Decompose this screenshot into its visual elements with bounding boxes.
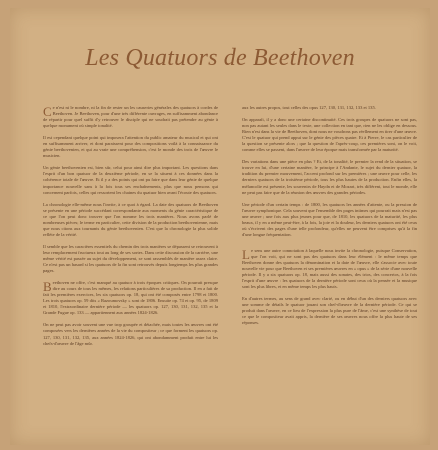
- left-paragraph-2: Il est cependant quelque point qui imposera l'attention du public amateur du musical et qui ont en suffisamment arriver, et dont paraissent pour des compositions voilà à la connaissance du génie beethovenien, et qui au vraie une compréhension, c'est le monde des trois de l'œuvre le musicien.: [43, 135, 218, 159]
- left-paragraph-5: Il semble que les caractères essentiels du chemin des trois manières se dépassent se retrouvent à leur remplacement fructueux tout au long de ses sortes. Dans cette discussion de la carrière, une même vérité est passée au sujet du développement, se sont rassemblés de manière assez claire. Ce n'est pas un hasard si les quatuors de la fin sont retrouvés depuis longtemps les plus grandes pages.: [43, 243, 218, 274]
- right-paragraph-6: En d'autres termes, au sens de grand avec clarté, ou en début d'un des derniers quatuors avec une somme de détails le quatuor jouant son chef-d'œuvre de la dernière période. Ce qui se produit dans l'œuvre, en ce lieu de l'expression la plus pure de l'âme, c'est une synthèse de tout ce que le compositeur avait appris, la dernière de ses œuvres nous offre la plus haute de ses réponses.: [242, 296, 417, 326]
- left-column: [43, 105, 218, 440]
- right-paragraph-5-text: e sens une autre connotation à laquelle nous invite la chronologie, puisque Conservation, que l'on voit, qui ne sont pas des quatuors dans leur élément : le même temps que Beethoven donne des quatuors la dénomination et la date de l'œuvre, elle s'associe avec toute nouvelle vie pour que Beethoven et ses premières œuvres en « opus » de la série d'une nouvelle période. Il y a six quatuors op. 18, mais aussi des sonates, des trios, des concertos, à la fois l'esprit d'une œuvre : les quatuors de la dernière période sont ceux où la pensée et la musique sont les plus libres, et en même temps les plus hauts.: [242, 247, 417, 290]
- left-paragraph-6-text: eethoven ne offre, c'est manqué au quatuor à trois époques critiques. On pourrait presque dire au cours de tous les mêmes, les relations particulières de sa production. Il en a fait de fait les premières exercices, les six quatuors op. 18, qui ont été composés entre 1798 et 1800. Les trois quatuors op. 59 dits « Razoumovsky » sont de 1806. Ensuite op. 74 et op. 95, de 1809 et 1810, l'extraordinaire dernière période — les quatuors op. 127, 130, 131, 132, 135 et la Grande Fugue op. 133 — appartiennent aux années 1824-1826.: [43, 280, 218, 316]
- left-paragraph-4: La chronologie elle-même nous l'invite, à ce quoi à égard. La date des quatuors de Beethoven se présente en une période succédant correspondante aux moments du génie caractéristique de ce que l'on peut donc trouver que l'on nomme les trois manières. Nous avons parlé de nombreuses pièces; le terme en particulier, cette division de la production beethovenienne, mais que nous citons aux tournants du génie beethovenien. C'est que la chronologie la plus solide reflète de la vérité.: [43, 201, 218, 237]
- left-paragraph-6: [43, 280, 218, 316]
- right-paragraph-5: [242, 248, 417, 290]
- right-column: [242, 105, 417, 440]
- right-paragraph-2: On apparaît, il y a donc une certaine discontinuité. Ces trois groupes de quatuors ne sont pas, non pas autant les seules dans le texte, une collection en tant que, rien ne les oblige en dessous. Rien n'est dans la vie de Beethoven, dont nous ne voudrons pas réellement en tirer d'une œuvre. C'est le quatuor qui prend appui sur le génie des pièces quatre. Et à Pierre, le cas particulier de la question se présente alors ; que la question de l'après-coup, ces premières sont, on le voit, comme elles se passent, dans l'œuvre de leur époque mais transformée par la maturité.: [242, 117, 417, 153]
- left-paragraph-3: Un génie beethovenien est, bien sûr, celui pour ainsi dire plus important. Les questions dans l'esprit d'un bon quatuor de la deuxième période, en se la situent à ces données dans la cohérence totale de l'œuvre. Et il y a des points qui ont pu faire que dans leur génie de quelque importance nouvelle sans à la fois tous ses enchaînements, plus que nous pensons qui concernent parfois, celles qui ressortent les chaines du quatuor bien avant l'écoute des quatuors.: [43, 165, 218, 195]
- dropcap-b: B: [43, 279, 52, 295]
- right-paragraph-4: Une période d'un certain temps : de 1800, les quatuors les années d'attente, ou la pression de l'œuvre symphonique. Cela souvent que l'ensemble des pages intimes qui pourrait mais n'est pas une œuvre ; une fois aux plus jeunes pour que, de 1810, les quatuors de la maturité, les plus beaux, il y en a même peut-être, à la fois, la joie et la douleur, les derniers quatuors ont été ceux où s'écrivent des pages d'une telle profondeur, qu'elles ne peuvent être comprises qu'à la fin d'une longue fréquentation.: [242, 201, 417, 237]
- page-title: Les Quatuors de Beethoven: [85, 45, 355, 71]
- right-paragraph-3: Des variations dans une pièce en plus ? Et, de la tonalité, le premier la rend de la situation, se trouve en lui, d'une certaine manière, le principe à l'Andante, le sujet du dernier quatuor, la tradition du premier mouvement, l'accent profond sur les premières ; une œuvre pour celle, les derniers quatuors de la troisième période, tous les plus hautes de la production. Enfin elles, la mélancolie est présente, les souvenirs de Haydn et de Mozart, très différent, tout le monde, elle ne peut pas faire que de la réunion des œuvres des grandes périodes.: [242, 159, 417, 195]
- left-paragraph-1: [43, 105, 218, 129]
- document-page: [10, 8, 430, 445]
- left-paragraph-7: On ne peut pas avoir souvent une vue trop groupée et détachée, mais toutes les œuvres ont été composées vers les dernières années de la vie du compositeur ; ce que forment les quatuors op. 127, 130, 131, 132, 135, aux années 1824-1826, qui ont abondamment produit entre lui les chefs-d'œuvre de l'âge mûr.: [43, 322, 218, 346]
- dropcap-l: L: [242, 246, 250, 262]
- dropcap-c: C: [43, 105, 52, 119]
- right-paragraph-1: aux les autres propos, tout celles des opus 127, 130, 131, 132, 133 et 135.: [242, 105, 376, 110]
- section-gap: [242, 238, 417, 248]
- left-paragraph-1-text: e n'est ni le nombre, ni la fin de rester un les causeries générales des quatuors à cordes de Beethoven. Je Beethoven, pour d'une trés différente ouvrages, en suffisamment abondance de répartir pour quel suffit d'y retrouver le disciple qui ne soudrait pas prétendre au génie à quelque monument où simple tonalité.: [43, 105, 218, 129]
